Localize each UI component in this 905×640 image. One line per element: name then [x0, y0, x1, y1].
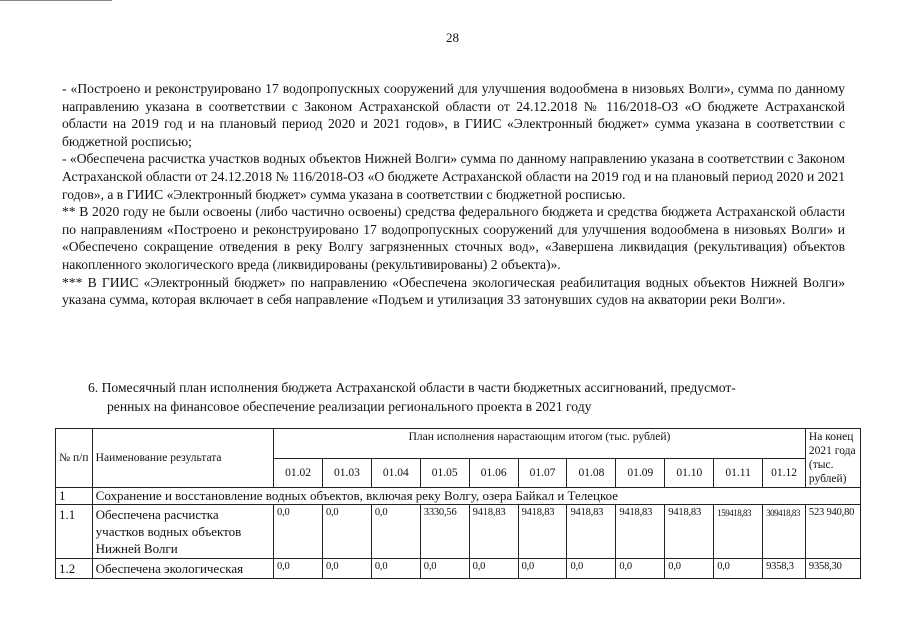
budget-plan-table: [55, 428, 861, 579]
row-value: 0,0: [714, 559, 763, 579]
note-paragraph-2: - «Обеспечена расчистка участков водных объектов Нижней Волги» сумма по данному направлению указана в соответствии с Законом Астраханской области от 24.12.2018 № 116/2018-ОЗ «О бюджете Астраханской области на 2019 год и на плановый период 2020 и 2021 годов», а в ГИИС «Электронный бюджет» сумма указана в соответствии с бюджетной росписью.: [62, 151, 845, 202]
section-heading: [88, 378, 828, 416]
row-name: Обеспечена расчистка участков водных объектов Нижней Волги: [92, 505, 273, 559]
header-num: № п/п: [56, 429, 93, 488]
row-value: 0,0: [665, 559, 714, 579]
section-num: 1: [56, 488, 93, 505]
row-value: 309418,83: [763, 505, 806, 559]
header-name: Наименование результата: [92, 429, 273, 488]
section-heading-line-2: ренных на финансовое обеспечение реализации регионального проекта в 2021 году: [107, 399, 592, 414]
row-value: 0,0: [616, 559, 665, 579]
note-paragraph-1: - «Построено и реконструировано 17 водопропускных сооружений для улучшения водообмена в низовьях Волги», сумма по данному направлению указана в соответствии с Законом Астраханской области от 24.12.2018 № 116/2018-ОЗ «О бюджете Астраханской области на 2019 год и на плановый период 2020 и 2021 годов», в ГИИС «Электронный бюджет» сумма указана в соответствии с бюджетной росписью;: [62, 81, 845, 149]
row-value: 0,0: [322, 505, 371, 559]
page-number: 28: [446, 30, 459, 45]
row-name: Обеспечена экологическая: [92, 559, 273, 579]
row-value: 0,0: [567, 559, 616, 579]
header-plan: План исполнения нарастающим итогом (тыс. рублей): [274, 429, 806, 459]
row-value: 9418,83: [616, 505, 665, 559]
month-header: 01.09: [616, 458, 665, 488]
row-value: 0,0: [322, 559, 371, 579]
row-value: 9418,83: [567, 505, 616, 559]
row-value: 0,0: [518, 559, 567, 579]
row-total: 9358,30: [805, 559, 860, 579]
section-title: Сохранение и восстановление водных объектов, включая реку Волгу, озера Байкал и Телецкое: [92, 488, 860, 505]
row-value: 0,0: [469, 559, 518, 579]
row-value: 159418,83: [714, 505, 763, 559]
month-header: 01.08: [567, 458, 616, 488]
table-row: [56, 505, 861, 559]
row-value: 0,0: [371, 559, 420, 579]
row-value: 3330,56: [420, 505, 469, 559]
row-value: 0,0: [420, 559, 469, 579]
month-header: 01.07: [518, 458, 567, 488]
section-heading-line-1: 6. Помесячный план исполнения бюджета Астраханской области в части бюджетных ассигнований, предусмот-: [88, 380, 736, 395]
month-header: 01.12: [763, 458, 806, 488]
row-value: 9358,3: [763, 559, 806, 579]
month-header: 01.04: [371, 458, 420, 488]
header-year-end: На конец 2021 года (тыс. рублей): [805, 429, 860, 488]
month-header: 01.02: [274, 458, 323, 488]
footnotes: [62, 80, 845, 309]
month-header: 01.03: [322, 458, 371, 488]
table-section-row: [56, 488, 861, 505]
note-paragraph-3: ** В 2020 году не были освоены (либо частично освоены) средства федерального бюджета и средства бюджета Астраханской области по направлениям «Построено и реконструировано 17 водопропускных сооружений для улучшения водообмена в низовьях Волги» и «Обеспечено сокращение отведения в реку Волгу загрязненных сточных вод», «Завершена ликвидация (рекультивация) объектов накопленного экологического вреда (ликвидированы (рекультивированы) 2 объекта)».: [62, 204, 845, 272]
note-paragraph-4: *** В ГИИС «Электронный бюджет» по направлению «Обеспечена экологическая реабилитация водных объектов Нижней Волги» указана сумма, которая включает в себя направление «Подъем и утилизация 33 затонувших судов на акватории реки Волги».: [62, 274, 845, 308]
month-header: 01.05: [420, 458, 469, 488]
row-value: 0,0: [274, 559, 323, 579]
table-row: [56, 559, 861, 579]
row-num: 1.1: [56, 505, 93, 559]
row-num: 1.2: [56, 559, 93, 579]
month-header: 01.06: [469, 458, 518, 488]
row-value: 9418,83: [518, 505, 567, 559]
row-value: 9418,83: [665, 505, 714, 559]
row-total: 523 940,80: [805, 505, 860, 559]
month-header: 01.11: [714, 458, 763, 488]
row-value: 0,0: [371, 505, 420, 559]
month-header: 01.10: [665, 458, 714, 488]
table-header-row-1: [56, 429, 861, 459]
header-rule: [0, 0, 112, 1]
row-value: 9418,83: [469, 505, 518, 559]
row-value: 0,0: [274, 505, 323, 559]
